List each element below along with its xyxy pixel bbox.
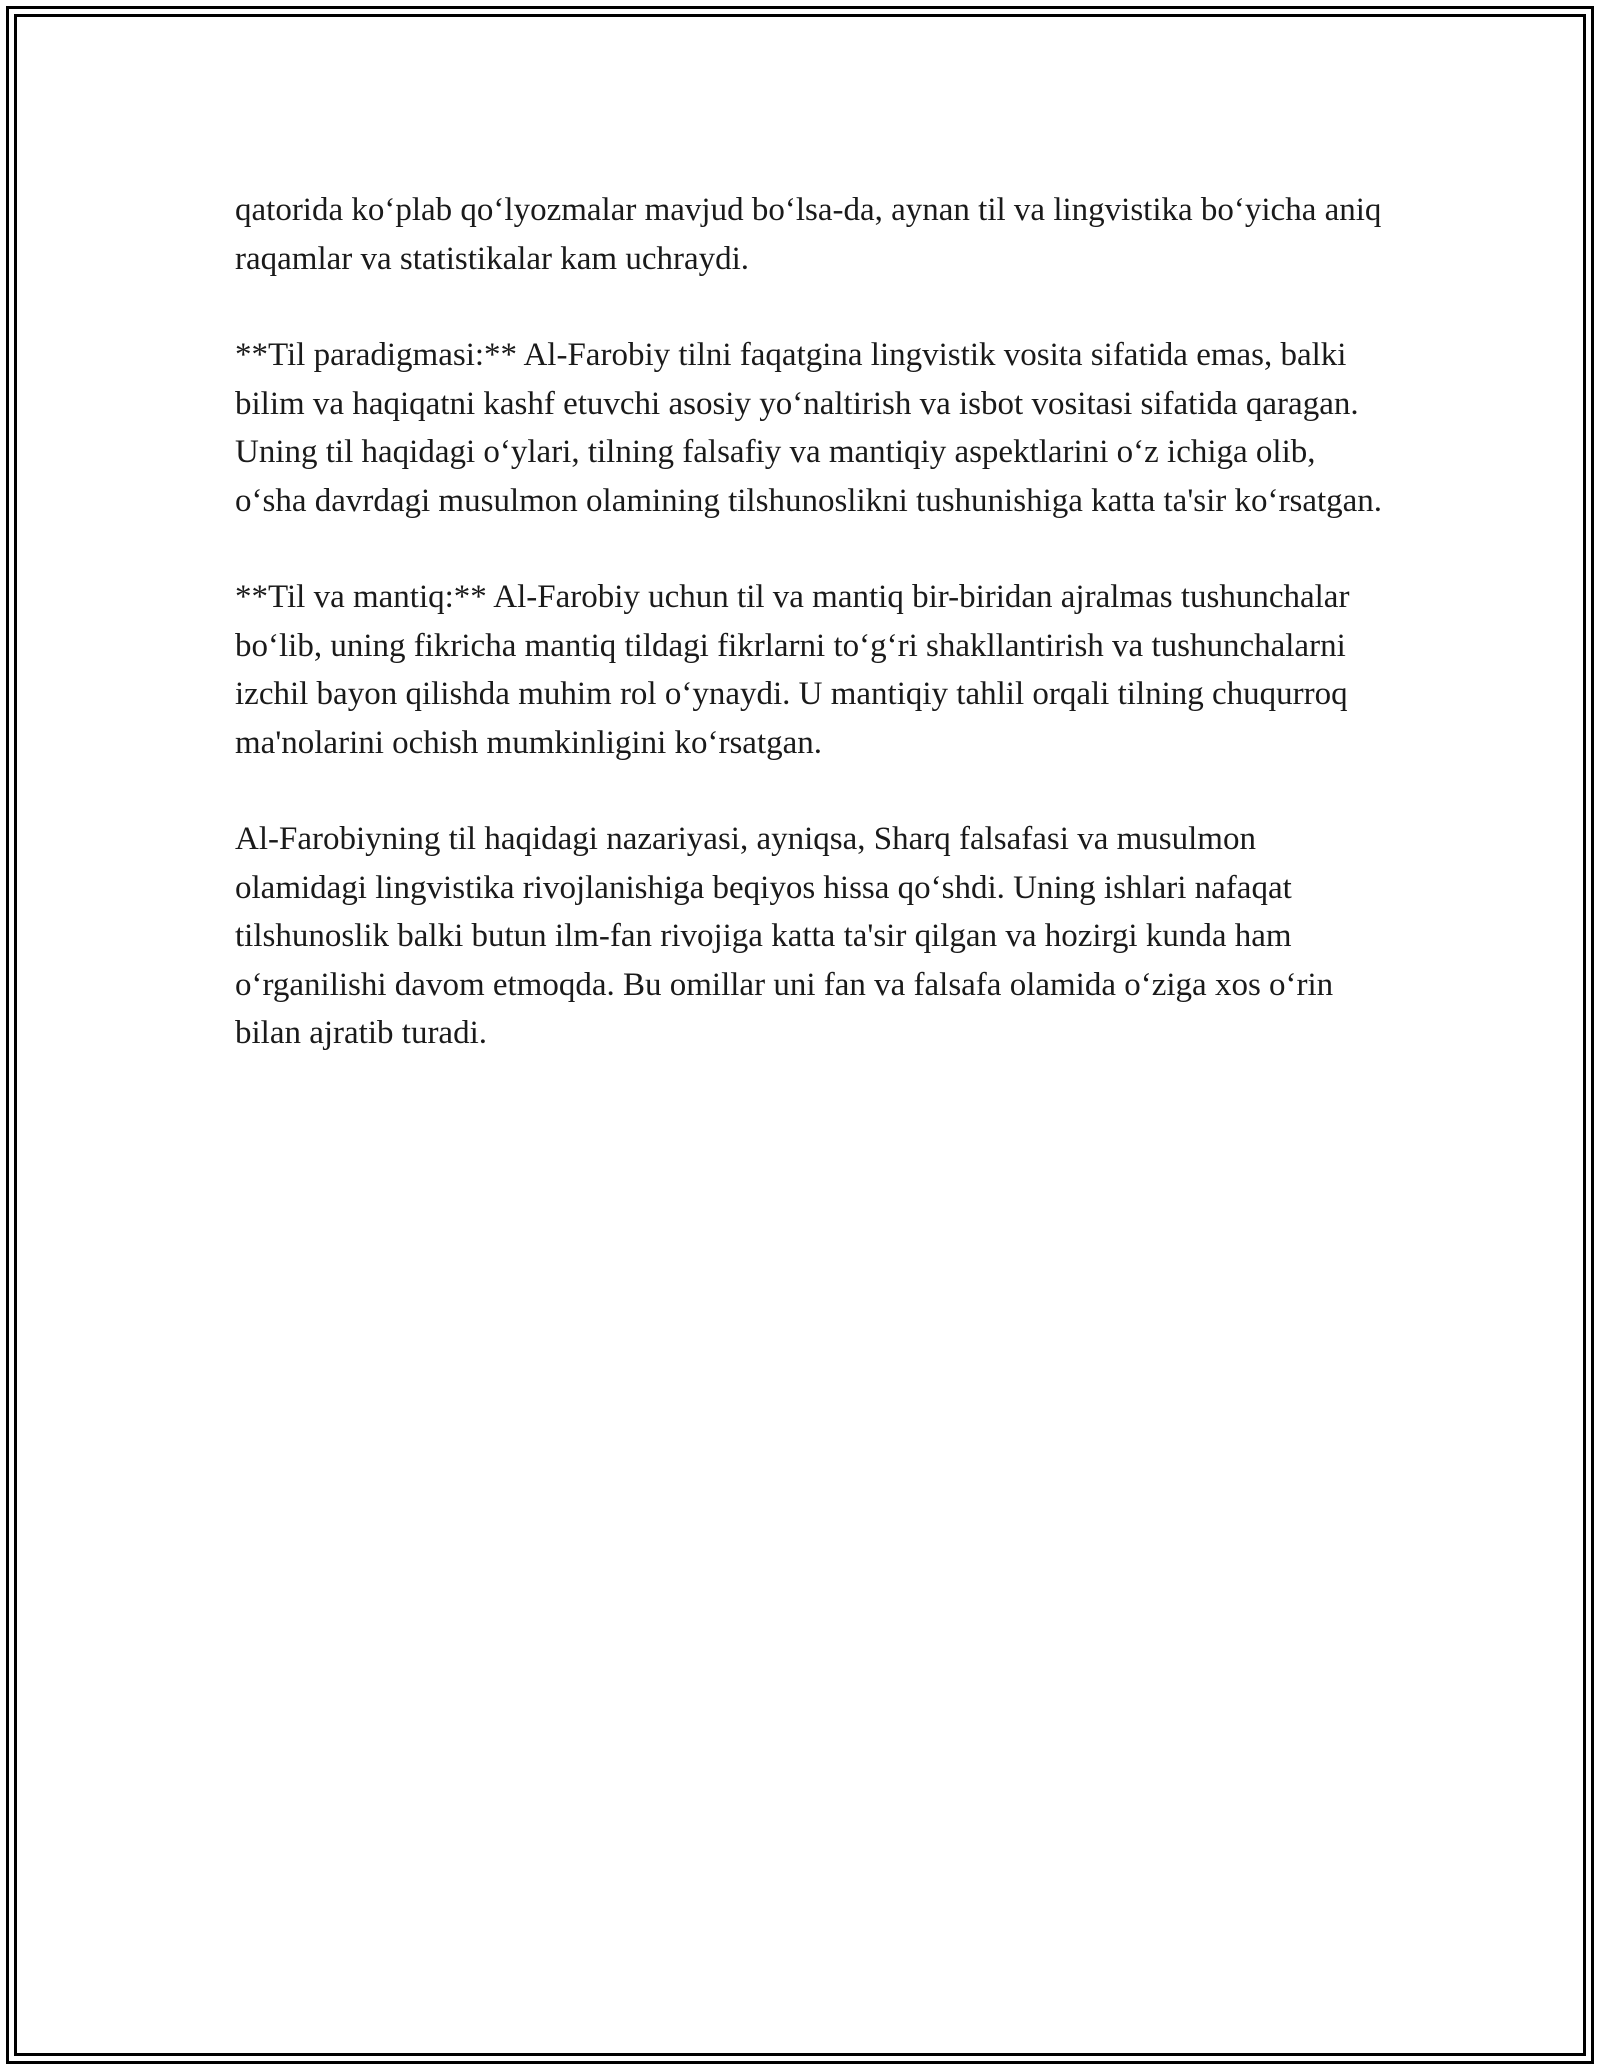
- paragraph-conclusion: Al-Farobiyning til haqidagi nazariyasi, ayniqsa, Sharq falsafasi va musulmon olamidagi lingvistika rivojlanishiga beqiyos hissa qo‘shdi. Uning ishlari nafaqat tilshunoslik balki butun ilm-fan rivojiga katta ta'sir qilgan va hozirgi kunda ham o‘rganilishi davom etmoqda. Bu omillar uni fan va falsafa olamida o‘ziga xos o‘rin bilan ajratib turadi.: [235, 821, 1334, 1051]
- document-body: [235, 186, 1385, 1106]
- paragraph-intro: qatorida ko‘plab qo‘lyozmalar mavjud bo‘lsa-da, aynan til va lingvistika bo‘yicha aniq raqamlar va statistikalar kam uchraydi.: [235, 192, 1382, 277]
- paragraph-til-paradigmasi: **Til paradigmasi:** Al-Farobiy tilni faqatgina lingvistik vosita sifatida emas, balki bilim va haqiqatni kashf etuvchi asosiy yo‘naltirish va isbot vositasi sifatida qaragan. Uning til haqidagi o‘ylari, tilning falsafiy va mantiqiy aspektlarini o‘z ichiga olib, o‘sha davrdagi musulmon olamining tilshunoslikni tushunishiga katta ta'sir ko‘rsatgan.: [235, 337, 1383, 519]
- paragraph-til-va-mantiq: **Til va mantiq:** Al-Farobiy uchun til va mantiq bir-biridan ajralmas tushunchalar bo‘lib, uning fikricha mantiq tildagi fikrlarni to‘g‘ri shakllantirish va tushunchalarni izchil bayon qilishda muhim rol o‘ynaydi. U mantiqiy tahlil orqali tilning chuqurroq ma'nolarini ochish mumkinligini ko‘rsatgan.: [235, 579, 1350, 761]
